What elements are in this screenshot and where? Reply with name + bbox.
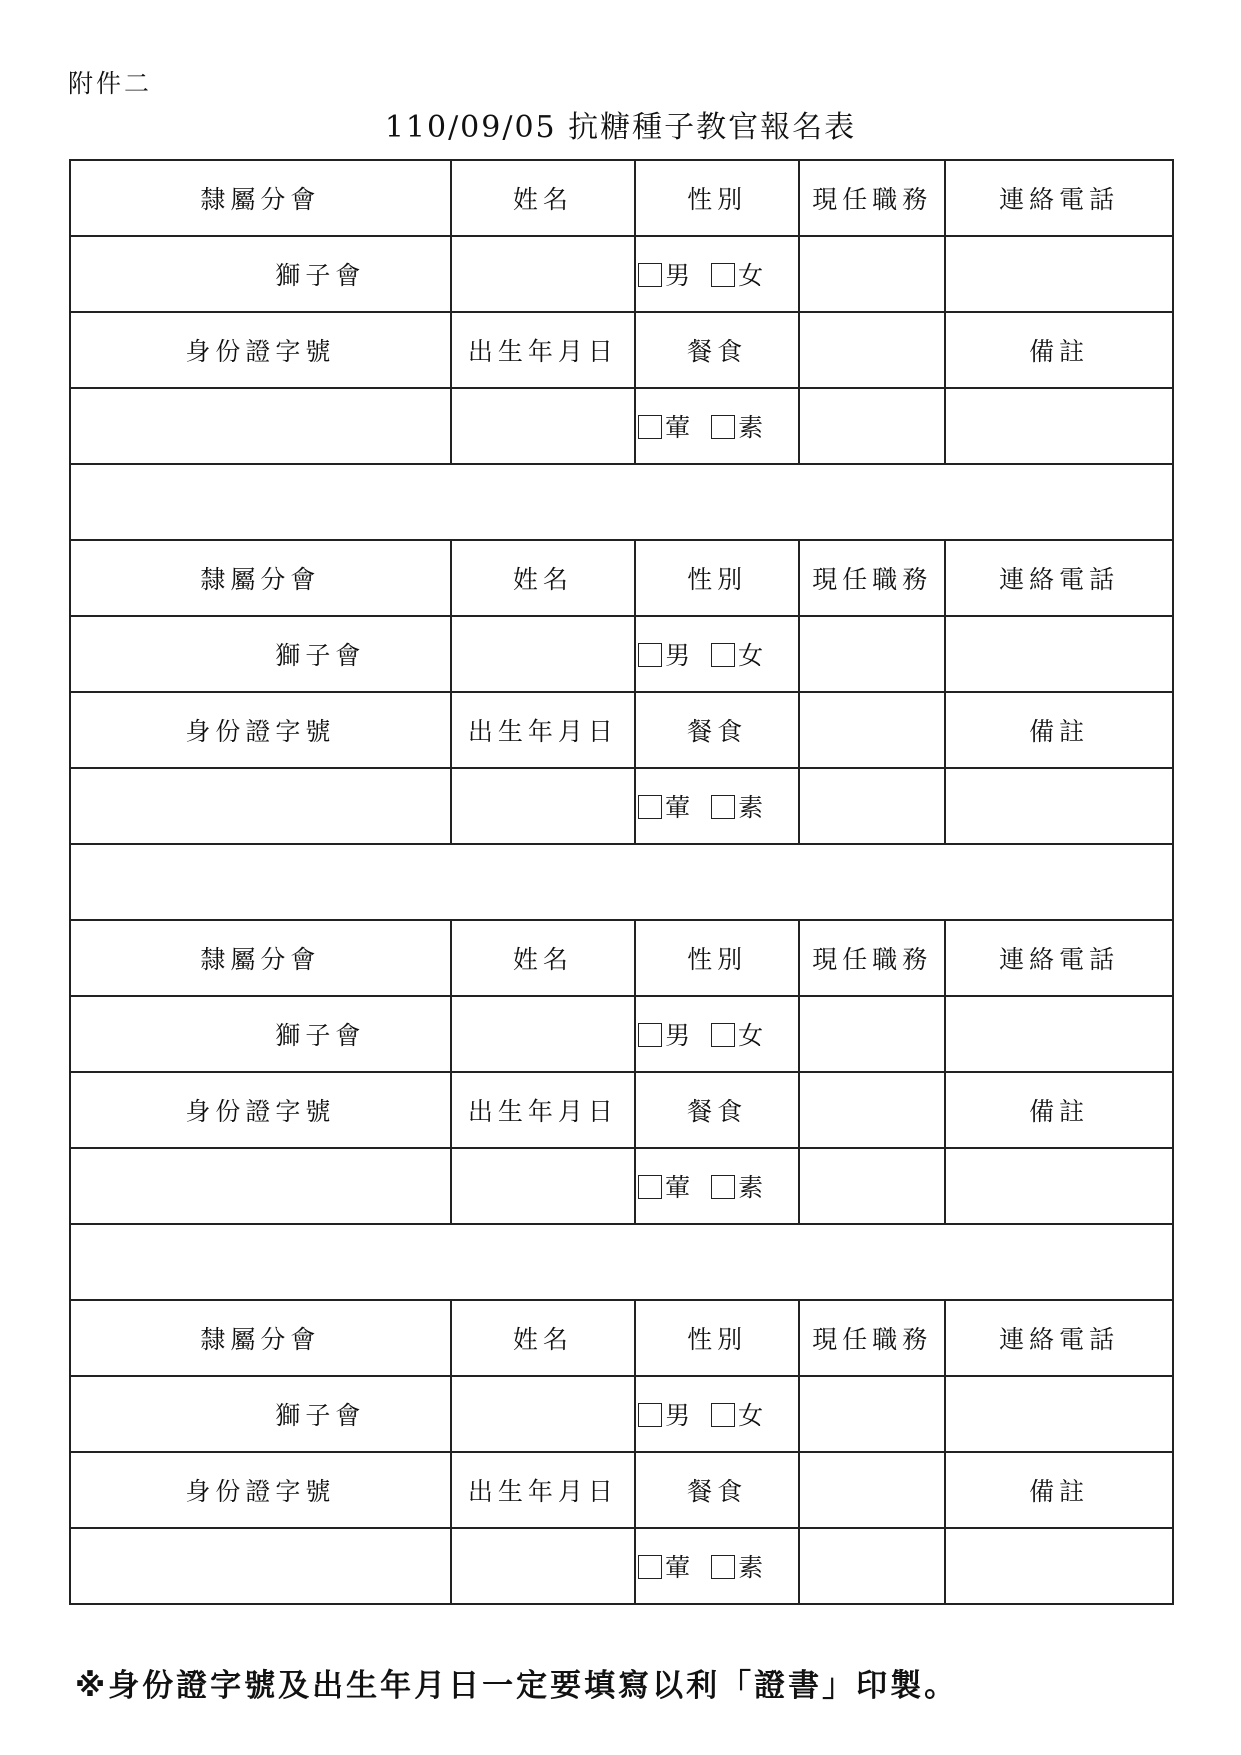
gender-option[interactable] — [638, 1396, 695, 1432]
extra-field[interactable] — [799, 1148, 945, 1224]
input-row-1 — [70, 236, 1173, 312]
input-row-1 — [70, 996, 1173, 1072]
gender-option[interactable] — [711, 636, 768, 672]
gender-option-label: 男 — [665, 1021, 696, 1050]
header-row-2 — [70, 692, 1173, 768]
id-number-header: 身份證字號 — [70, 1072, 451, 1148]
birthdate-field[interactable] — [451, 768, 635, 844]
gender-option-label: 女 — [738, 641, 769, 670]
meal-option[interactable] — [638, 408, 695, 444]
checkbox-icon[interactable] — [638, 1023, 662, 1047]
header-row-2 — [70, 312, 1173, 388]
input-row-2 — [70, 768, 1173, 844]
gender-option-label: 男 — [665, 1401, 696, 1430]
header-row-1 — [70, 1300, 1173, 1376]
checkbox-icon[interactable] — [711, 795, 735, 819]
name-field[interactable] — [451, 996, 635, 1072]
name-header: 姓名 — [451, 920, 635, 996]
birthdate-field[interactable] — [451, 1528, 635, 1604]
remarks-field[interactable] — [945, 388, 1173, 464]
checkbox-icon[interactable] — [711, 263, 735, 287]
gender-option[interactable] — [711, 256, 768, 292]
phone-field[interactable] — [945, 996, 1173, 1072]
club-field: 獅子會 — [70, 616, 451, 692]
phone-header: 連絡電話 — [945, 540, 1173, 616]
input-row-2 — [70, 388, 1173, 464]
gender-option[interactable] — [638, 1016, 695, 1052]
registration-table — [69, 159, 1174, 1605]
name-header: 姓名 — [451, 160, 635, 236]
checkbox-icon[interactable] — [711, 1023, 735, 1047]
checkbox-icon[interactable] — [638, 1175, 662, 1199]
extra-field[interactable] — [799, 1528, 945, 1604]
extra-field[interactable] — [799, 388, 945, 464]
meal-option-label: 葷 — [665, 413, 696, 442]
checkbox-icon[interactable] — [711, 643, 735, 667]
checkbox-icon[interactable] — [711, 1403, 735, 1427]
separator-row — [70, 464, 1173, 540]
meal-option[interactable] — [711, 1168, 768, 1204]
name-header: 姓名 — [451, 1300, 635, 1376]
gender-options — [635, 236, 799, 312]
header-row-1 — [70, 920, 1173, 996]
header-row-1 — [70, 540, 1173, 616]
input-row-2 — [70, 1528, 1173, 1604]
meal-header: 餐食 — [635, 1072, 799, 1148]
meal-header: 餐食 — [635, 1452, 799, 1528]
extra-field[interactable] — [799, 768, 945, 844]
meal-option-label: 素 — [738, 1553, 769, 1582]
input-row-1 — [70, 616, 1173, 692]
gender-option[interactable] — [711, 1016, 768, 1052]
club-header: 隸屬分會 — [70, 160, 451, 236]
meal-option-label: 素 — [738, 1173, 769, 1202]
gender-options — [635, 1376, 799, 1452]
remarks-field[interactable] — [945, 1148, 1173, 1224]
position-header: 現任職務 — [799, 920, 945, 996]
meal-option-label: 葷 — [665, 1553, 696, 1582]
birthdate-field[interactable] — [451, 388, 635, 464]
id-number-header: 身份證字號 — [70, 1452, 451, 1528]
remarks-header: 備註 — [945, 1452, 1173, 1528]
position-header: 現任職務 — [799, 540, 945, 616]
gender-header: 性別 — [635, 540, 799, 616]
club-header: 隸屬分會 — [70, 540, 451, 616]
separator-row — [70, 1224, 1173, 1300]
footnote: ※身份證字號及出生年月日一定要填寫以利「證書」印製。 — [75, 1668, 959, 1704]
phone-field[interactable] — [945, 616, 1173, 692]
gender-option[interactable] — [638, 636, 695, 672]
id-number-header: 身份證字號 — [70, 312, 451, 388]
name-field[interactable] — [451, 1376, 635, 1452]
checkbox-icon[interactable] — [711, 415, 735, 439]
header-row-2 — [70, 1452, 1173, 1528]
meal-option[interactable] — [711, 1548, 768, 1584]
id-number-field[interactable] — [70, 1148, 451, 1224]
meal-option-label: 素 — [738, 413, 769, 442]
remarks-header: 備註 — [945, 312, 1173, 388]
position-field[interactable] — [799, 236, 945, 312]
name-field[interactable] — [451, 236, 635, 312]
position-header: 現任職務 — [799, 160, 945, 236]
id-number-field[interactable] — [70, 1528, 451, 1604]
checkbox-icon[interactable] — [638, 263, 662, 287]
input-row-2 — [70, 1148, 1173, 1224]
birthdate-field[interactable] — [451, 1148, 635, 1224]
gender-option-label: 女 — [738, 1021, 769, 1050]
meal-options — [635, 1148, 799, 1224]
separator-cell — [70, 844, 1173, 920]
meal-option[interactable] — [711, 788, 768, 824]
input-row-1 — [70, 1376, 1173, 1452]
gender-header: 性別 — [635, 920, 799, 996]
phone-header: 連絡電話 — [945, 1300, 1173, 1376]
remarks-field[interactable] — [945, 768, 1173, 844]
checkbox-icon[interactable] — [638, 1555, 662, 1579]
meal-option-label: 葷 — [665, 1173, 696, 1202]
phone-header: 連絡電話 — [945, 160, 1173, 236]
checkbox-icon[interactable] — [638, 643, 662, 667]
meal-option-label: 素 — [738, 793, 769, 822]
gender-options — [635, 616, 799, 692]
separator-row — [70, 844, 1173, 920]
gender-option[interactable] — [711, 1396, 768, 1432]
checkbox-icon[interactable] — [711, 1555, 735, 1579]
empty-cell — [799, 1072, 945, 1148]
checkbox-icon[interactable] — [638, 1403, 662, 1427]
remarks-header: 備註 — [945, 1072, 1173, 1148]
form-title: 110/09/05 抗糖種子教官報名表 — [384, 110, 857, 145]
gender-header: 性別 — [635, 160, 799, 236]
meal-options — [635, 768, 799, 844]
gender-option-label: 女 — [738, 261, 769, 290]
club-header: 隸屬分會 — [70, 1300, 451, 1376]
checkbox-icon[interactable] — [638, 415, 662, 439]
id-number-header: 身份證字號 — [70, 692, 451, 768]
remarks-field[interactable] — [945, 1528, 1173, 1604]
birthdate-header: 出生年月日 — [451, 1072, 635, 1148]
id-number-field[interactable] — [70, 388, 451, 464]
club-field: 獅子會 — [70, 996, 451, 1072]
empty-cell — [799, 692, 945, 768]
header-row-1 — [70, 160, 1173, 236]
checkbox-icon[interactable] — [711, 1175, 735, 1199]
id-number-field[interactable] — [70, 768, 451, 844]
birthdate-header: 出生年月日 — [451, 692, 635, 768]
empty-cell — [799, 312, 945, 388]
club-header: 隸屬分會 — [70, 920, 451, 996]
meal-header: 餐食 — [635, 692, 799, 768]
name-field[interactable] — [451, 616, 635, 692]
gender-option-label: 男 — [665, 261, 696, 290]
attachment-label: 附件二 — [68, 69, 153, 98]
gender-header: 性別 — [635, 1300, 799, 1376]
birthdate-header: 出生年月日 — [451, 312, 635, 388]
meal-options — [635, 1528, 799, 1604]
separator-cell — [70, 1224, 1173, 1300]
club-field: 獅子會 — [70, 1376, 451, 1452]
name-header: 姓名 — [451, 540, 635, 616]
phone-header: 連絡電話 — [945, 920, 1173, 996]
position-field[interactable] — [799, 1376, 945, 1452]
position-header: 現任職務 — [799, 1300, 945, 1376]
position-field[interactable] — [799, 616, 945, 692]
meal-options — [635, 388, 799, 464]
header-row-2 — [70, 1072, 1173, 1148]
birthdate-header: 出生年月日 — [451, 1452, 635, 1528]
meal-option[interactable] — [638, 1168, 695, 1204]
separator-cell — [70, 464, 1173, 540]
club-field: 獅子會 — [70, 236, 451, 312]
meal-header: 餐食 — [635, 312, 799, 388]
meal-option[interactable] — [638, 1548, 695, 1584]
meal-option[interactable] — [638, 788, 695, 824]
phone-field[interactable] — [945, 236, 1173, 312]
gender-options — [635, 996, 799, 1072]
phone-field[interactable] — [945, 1376, 1173, 1452]
meal-option[interactable] — [711, 408, 768, 444]
gender-option-label: 女 — [738, 1401, 769, 1430]
empty-cell — [799, 1452, 945, 1528]
checkbox-icon[interactable] — [638, 795, 662, 819]
gender-option-label: 男 — [665, 641, 696, 670]
gender-option[interactable] — [638, 256, 695, 292]
position-field[interactable] — [799, 996, 945, 1072]
meal-option-label: 葷 — [665, 793, 696, 822]
remarks-header: 備註 — [945, 692, 1173, 768]
